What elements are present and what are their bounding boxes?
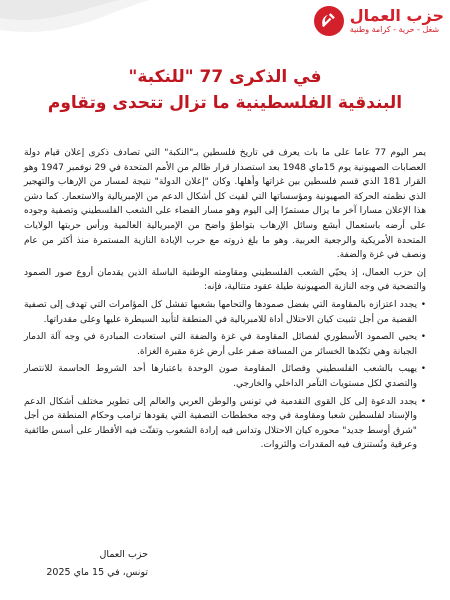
bullet-icon: •: [420, 299, 426, 310]
list-item-text: يجدد اعتزازه بالمقاومة التي بفضل صمودها والتحامها بشعبها تفشل كل المؤامرات التي تهدف إلى تصفية القضية من أجل تثبيت كيان الاحتلال أداة للامبريالية في المنطقة لتأبيد السيطرة عليها وعلى مقدراتها.: [24, 299, 417, 325]
list-item-text: يجدد الدعوة إلى كل القوى التقدمية في تونس والوطن العربي والعالم إلى تطوير مختلف أشكال الدعم والإسناد لفلسطين شعبا ومقاومة في وجه مخططات التصفية التي يقودها ترامب وحكام المنطقة من أجل "شرق أوسط جديد" محوره كيان الاحتلال وتداس فيه إرادة الشعوب وتفتّت فيه الأقطار على أسس طائفية وعرقية وتُستنزف فيه المقدرات والثروات.: [24, 396, 417, 451]
signature-name: حزب العمال: [99, 549, 148, 560]
list-item: [24, 362, 426, 391]
list-item: [24, 298, 426, 327]
paragraph-intro: يمر اليوم 77 عاما على ما بات يعرف في تاريخ فلسطين بـ"النكبة" التي تصادف ذكرى إعلان قيام دولة العصابات الصهيونية يوم 15ماي 1948 بعد استصدار قرار ظالم من الأمم المتحدة في 29 نوفمبر 1947 وهو القرار 181 الذي قسم فلسطين بين غزاتها وأهلها. وكان "إعلان الدولة" نتيجة لمسار من الإرهاب والتهجير الذي نظمته الحركة الصهيونية ومؤسساتها التي لقيت كل أشكال الدعم من الإمبريالية والاستعمار. كما دشن هذا الإعلان مسارا آخر ما يزال مستمرًا إلى اليوم وهو مسار القضاء على الشعب الفلسطيني وتصفية وجوده على أرضه باستعمال أبشع وسائل الإرهاب بتواطؤ واضح من الإمبريالية العالمية ورأس حربتها الولايات المتحدة الأمريكية والرجعية العربية. وهو ما بلغ ذروته مع حرب الإبادة النازية المستمرة منذ أكثر من عام ونصف في غزة والضفة.: [24, 148, 427, 261]
logo-text: [350, 7, 444, 35]
bullet-icon: •: [420, 364, 426, 375]
hammer-sickle-icon: [314, 6, 344, 36]
decorative-wave: [0, 0, 150, 46]
party-slogan: شغل - حرية - كرامة وطنية: [349, 25, 440, 34]
list-item-text: يحيي الصمود الأسطوري لفصائل المقاومة في غزة والضفة التي استعادت المبادرة في وجه آلة الدمار الجبانة وهي تكبّدها الخسائر من المسافة صفر على أرض غزة مقبرة الغزاة.: [24, 332, 417, 357]
statement-body: [24, 146, 426, 456]
bullet-icon: •: [420, 332, 426, 343]
signature-place-date: تونس، في 15 ماي 2025: [46, 567, 148, 578]
list-item: [24, 395, 426, 453]
party-logo: [314, 6, 444, 36]
title-line-2: البندقية الفلسطينية ما تزال تتحدى وتقاوم: [47, 93, 403, 113]
demands-list: [24, 298, 426, 453]
statement-title: [0, 64, 450, 116]
page-header: [0, 0, 450, 46]
party-name: حزب العمال: [349, 6, 444, 25]
list-item: [24, 330, 426, 359]
signature-block: [38, 548, 148, 584]
paragraph-position: إن حزب العمال، إذ يحيّي الشعب الفلسطيني ومقاومته الوطنية الباسلة الذين يقدمان أروع صور الصمود والتضحية في وجه النازية الصهيونية طيلة عقود متتالية، فإنه:: [24, 267, 426, 293]
list-item-text: يهيب بالشعب الفلسطيني وفصائل المقاومة صون الوحدة باعتبارها أحد الشروط الحاسمة للانتصار والتصدي لكل مستويات التآمر الداخلي والخارجي.: [24, 364, 417, 389]
bullet-icon: •: [420, 396, 426, 407]
title-line-1: في الذكرى 77 "للنكبة": [128, 67, 322, 87]
